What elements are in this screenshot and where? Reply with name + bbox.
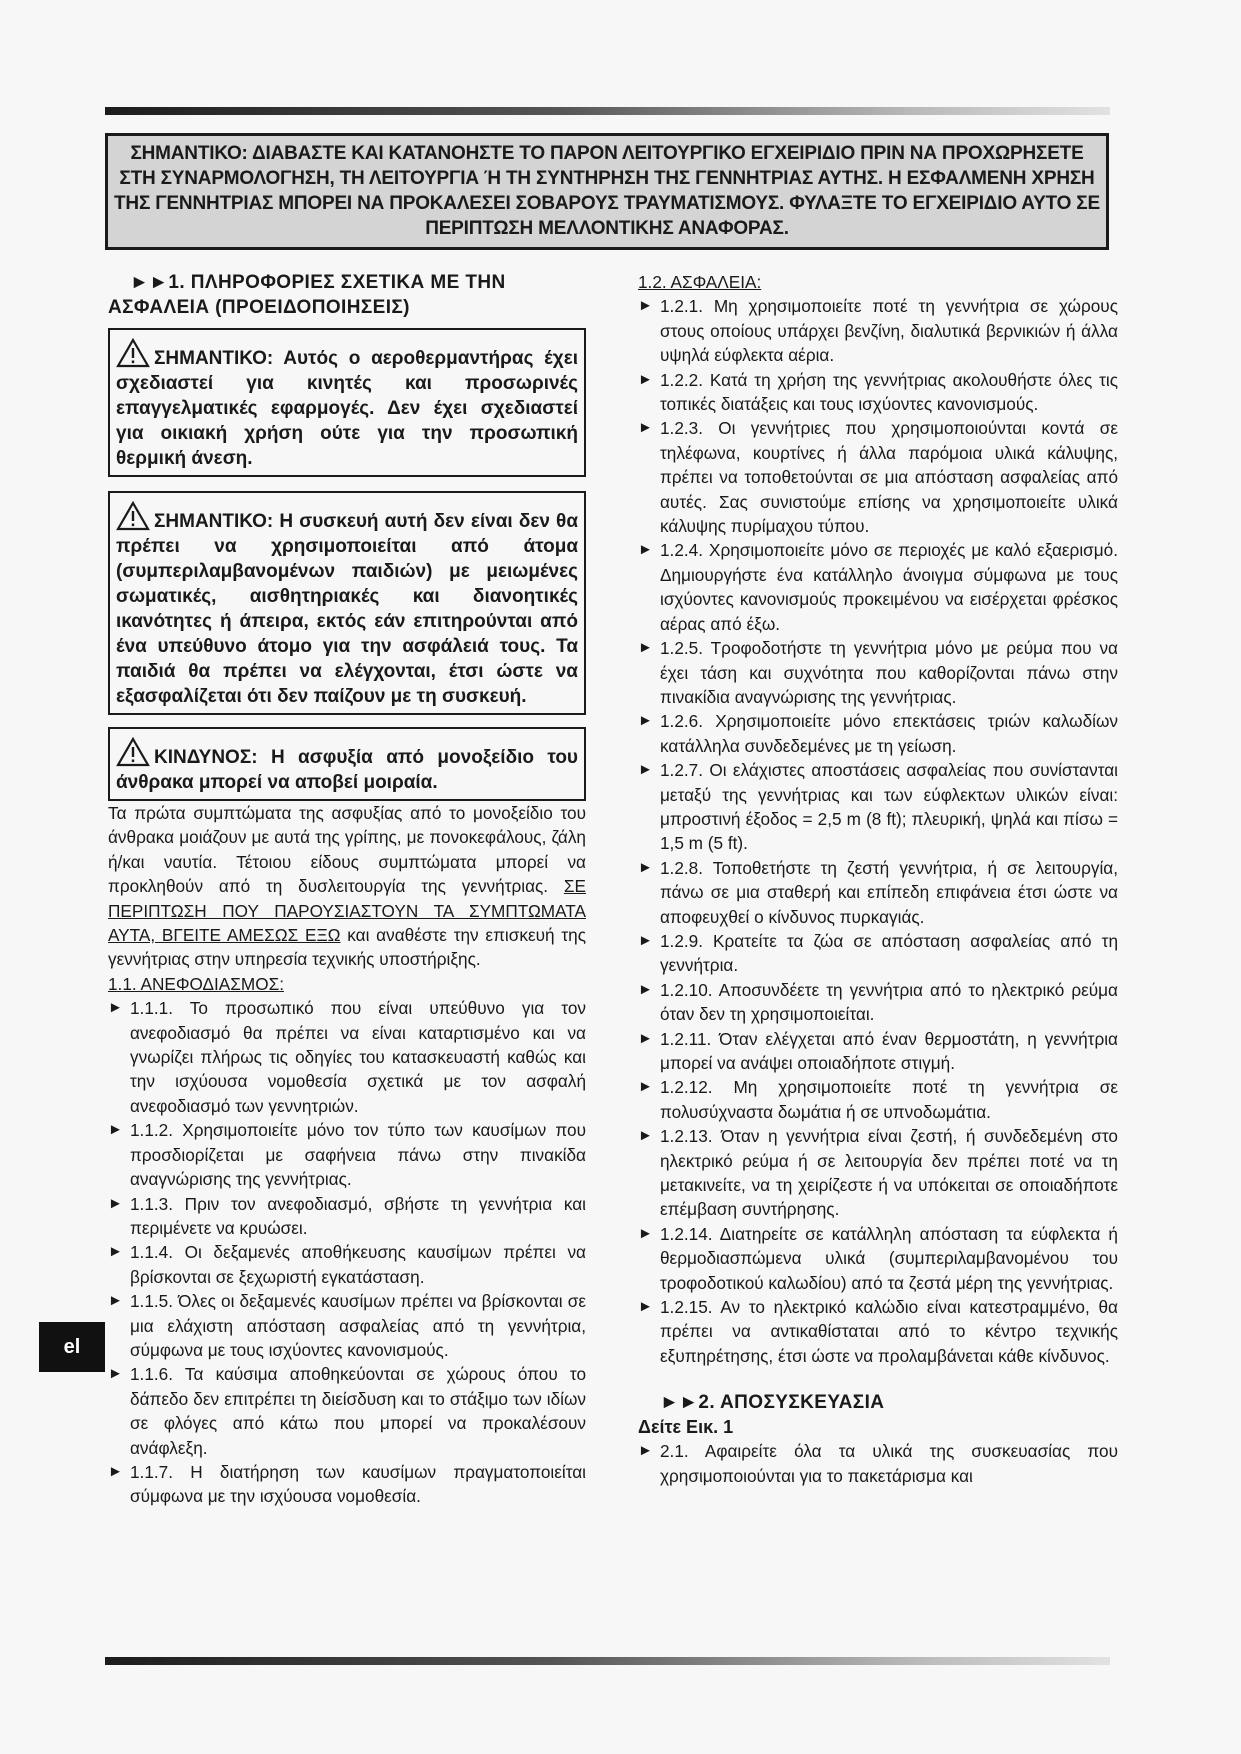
- bullet-arrow-icon: ►: [108, 1365, 123, 1383]
- refuel-item-text: 1.1.7. Η διατήρηση των καυσίμων πραγματοποιείται σύμφωνα με την ισχύουσα νομοθεσία.: [130, 1461, 586, 1507]
- safety-item-text: 1.2.10. Αποσυνδέετε τη γεννήτρια από το ηλεκτρικό ρεύμα όταν δεν τη χρησιμοποιείται.: [660, 979, 1118, 1025]
- safety-item: [638, 1295, 1118, 1368]
- safety-item: [638, 758, 1118, 856]
- left-column: [108, 270, 586, 1509]
- section1-title: 1. ΠΛΗΡΟΦΟΡΙΕΣ ΣΧΕΤΙΚΑ ΜΕ ΤΗΝ ΑΣΦΑΛΕΙΑ (ΠΡΟΕΙΔΟΠΟΙΗΣΕΙΣ): [108, 272, 506, 318]
- top-rule: [105, 107, 1110, 115]
- bullet-arrow-icon: ►: [638, 1078, 653, 1096]
- safety-item: [638, 856, 1118, 929]
- refuel-item-text: 1.1.5. Όλες οι δεξαμενές καυσίμων πρέπει να βρίσκονται σε μια ελάχιστη απόσταση ασφαλείας από τη γεννήτρια, σύμφωνα με τους ισχύοντες κανονισμούς.: [130, 1291, 586, 1360]
- bullet-arrow-icon: ►: [638, 858, 653, 876]
- bullet-arrow-icon: ►: [108, 1121, 123, 1139]
- warning-box-persons: [108, 491, 586, 715]
- refuel-item-text: 1.1.6. Τα καύσιμα αποθηκεύονται σε χώρους όπου το δάπεδο δεν επιτρέπει τη διείσδυση και το στάξιμο των ιδίων σε φλόγες από κάτω που μπορεί να προκαλέσουν ανάφλεξη.: [130, 1364, 586, 1458]
- section2-arrows: ►►: [660, 1392, 699, 1414]
- section1-heading: [108, 270, 586, 320]
- refuel-item: [108, 1192, 586, 1241]
- bullet-arrow-icon: ►: [638, 761, 653, 779]
- bullet-arrow-icon: ►: [638, 1442, 653, 1460]
- language-tab-label: el: [63, 1335, 81, 1358]
- danger-box-co: [108, 727, 586, 801]
- bullet-arrow-icon: ►: [638, 419, 653, 437]
- safety-item-text: 1.2.2. Κατά τη χρήση της γεννήτριας ακολουθήστε όλες τις τοπικές διατάξεις και τους ισχύοντες κανονισμούς.: [660, 369, 1118, 415]
- safety-item-text: 1.2.6. Χρησιμοποιείτε μόνο επεκτάσεις τριών καλωδίων κατάλληλα συνδεδεμένες με τη γείωση.: [660, 711, 1118, 756]
- warning-triangle-icon: [116, 737, 150, 767]
- bullet-arrow-icon: ►: [638, 297, 653, 315]
- safety-item: [638, 416, 1118, 538]
- warning-triangle-icon: [116, 501, 150, 531]
- bullet-arrow-icon: ►: [638, 931, 653, 949]
- section1-arrows: ►►: [130, 272, 169, 293]
- safety-item-text: 1.2.3. Οι γεννήτριες που χρησιμοποιούνται κοντά σε τηλέφωνα, κουρτίνες ή άλλα παρόμοια υλικά κάλυψης, πρέπει να τοποθετούνται σε μια απόσταση ασφαλείας από αυτές. Σας συνιστούμε επίσης να χρησιμοποιείτε υλικά κάλυψης πυρίμαχου τύπου.: [660, 418, 1118, 537]
- safety-item: [638, 294, 1118, 367]
- safety-item: [638, 1124, 1118, 1222]
- safety-item-text: 1.2.15. Αν το ηλεκτρικό καλώδιο είναι κατεστραμμένο, θα πρέπει να αντικαθίσταται από το κέντρο τεχνικής εξυπηρέτησης, έτσι ώστε να προλαμβάνεται κάθε κίνδυνος.: [660, 1297, 1118, 1366]
- bullet-arrow-icon: ►: [108, 1243, 123, 1261]
- bullet-arrow-icon: ►: [638, 712, 653, 730]
- bullet-arrow-icon: ►: [638, 639, 653, 657]
- refuel-item: [108, 1118, 586, 1191]
- refuel-item: [108, 996, 586, 1118]
- bullet-arrow-icon: ►: [108, 1194, 123, 1212]
- safety-item: [638, 1027, 1118, 1076]
- safety-item: [638, 978, 1118, 1027]
- refuel-title: 1.1. ΑΝΕΦΟΔΙΑΣΜΟΣ:: [108, 973, 284, 994]
- bullet-arrow-icon: ►: [108, 1462, 123, 1480]
- safety-item-text: 1.2.5. Τροφοδοτήστε τη γεννήτρια μόνο με ρεύμα που να έχει τάση και συχνότητα που καθορίζονται πάνω στην πινακίδια αναγνώρισης της γεννήτριας.: [660, 638, 1118, 707]
- bullet-arrow-icon: ►: [638, 1298, 653, 1316]
- refuel-item: [108, 1289, 586, 1362]
- bullet-arrow-icon: ►: [638, 370, 653, 388]
- safety-item-text: 1.2.11. Όταν ελέγχεται από έναν θερμοστάτη, η γεννήτρια μπορεί να ανάψει οποιαδήποτε στιγμή.: [660, 1028, 1118, 1073]
- refuel-item-text: 1.1.1. Το προσωπικό που είναι υπεύθυνο για τον ανεφοδιασμό θα πρέπει να είναι καταρτισμένο και να γνωρίζει πλήρως τις οδηγίες του κατασκευαστή καθώς και την ισχύουσα νομοθεσία σχετικά με τον ασφαλή ανεφοδιασμό των γεννητριών.: [130, 998, 586, 1116]
- refuel-item-text: 1.1.4. Οι δεξαμενές αποθήκευσης καυσίμων πρέπει να βρίσκονται σε ξεχωριστή εγκατάσταση.: [130, 1242, 586, 1287]
- important-notice-banner: [105, 133, 1109, 250]
- bullet-arrow-icon: ►: [638, 1029, 653, 1047]
- right-column: [638, 270, 1118, 1488]
- safety-item: [638, 368, 1118, 417]
- safety-item-text: 1.2.9. Κρατείτε τα ζώα σε απόσταση ασφαλείας από τη γεννήτρια.: [660, 930, 1118, 976]
- co-paragraph-underlined: ΣΕ ΠΕΡΙΠΤΩΣΗ ΠΟΥ ΠΑΡΟΥΣΙΑΣΤΟΥΝ ΤΑ ΣΥΜΠΤΩΜΑΤΑ ΑΥΤΑ, ΒΓΕΙΤΕ ΑΜΕΣΩΣ ΕΞΩ: [108, 876, 586, 946]
- co-paragraph-start: Τα πρώτα συμπτώματα της ασφυξίας από το μονοξείδιο του άνθρακα μοιάζουν με αυτά της γρίπης, με πονοκεφάλους, ζάλη ή/και ναυτία. Τέτοιου είδους συμπτώματα μπορεί να προκληθούν από τη δυσλειτουργία της γεννήτριας.: [108, 803, 586, 897]
- danger-co-text: ΚΙΝΔΥΝΟΣ: Η ασφυξία από μονοξείδιο του άνθρακα μπορεί να αποβεί μοιραία.: [116, 747, 578, 793]
- language-tab: [39, 1322, 105, 1372]
- section2-heading: [638, 1390, 1118, 1415]
- safety-item-text: 1.2.12. Μη χρησιμοποιείτε ποτέ τη γεννήτρια σε πολυσύχναστα δωμάτια ή σε υπνοδωμάτια.: [660, 1077, 1118, 1122]
- safety-item-text: 1.2.1. Μη χρησιμοποιείτε ποτέ τη γεννήτρια σε χώρους στους οποίους υπάρχει βενζίνη, διαλυτικά βερνικιών ή άλλα υψηλά εύφλεκτα αέρια.: [660, 296, 1118, 366]
- refuel-item: [108, 1362, 586, 1460]
- important-notice-text: ΣΗΜΑΝΤΙΚΟ: ΔΙΑΒΑΣΤΕ ΚΑΙ ΚΑΤΑΝΟΗΣΤΕ ΤΟ ΠΑΡΟΝ ΛΕΙΤΟΥΡΓΙΚΟ ΕΓΧΕΙΡΙΔΙΟ ΠΡΙΝ ΝΑ ΠΡΟΧΩΡΗΣΕΤΕ ΣΤΗ ΣΥΝΑΡΜΟΛΟΓΗΣΗ, ΤΗ ΛΕΙΤΟΥΡΓΙΑ Ή ΤΗ ΣΥΝΤΗΡΗΣΗ ΤΗΣ ΓΕΝΝΗΤΡΙΑΣ ΑΥΤΗΣ. Η ΕΣΦΑΛΜΕΝΗ ΧΡΗΣΗ ΤΗΣ ΓΕΝΝΗΤΡΙΑΣ ΜΠΟΡΕΙ ΝΑ ΠΡΟΚΑΛΕΣΕΙ ΣΟΒΑΡΟΥΣ ΤΡΑΥΜΑΤΙΣΜΟΥΣ. ΦΥΛΑΞΤΕ ΤΟ ΕΓΧΕΙΡΙΔΙΟ ΑΥΤΟ ΣΕ ΠΕΡΙΠΤΩΣΗ ΜΕΛΛΟΝΤΙΚΗΣ ΑΝΑΦΟΡΑΣ.: [114, 143, 1100, 239]
- refuel-item-text: 1.1.2. Χρησιμοποιείτε μόνο τον τύπο των καυσίμων που προσδιορίζεται με σαφήνεια πάνω στην πινακίδα αναγνώρισης της γεννήτριας.: [130, 1120, 586, 1190]
- warning-triangle-icon: [116, 338, 150, 368]
- safety-item: [638, 1222, 1118, 1295]
- section2-title: 2. ΑΠΟΣΥΣΚΕΥΑΣΙΑ: [698, 1392, 885, 1414]
- safety-item-text: 1.2.4. Χρησιμοποιείτε μόνο σε περιοχές με καλό εξαερισμό. Δημιουργήστε ένα κατάλληλο άνοιγμα σύμφωνα με τους ισχύοντες κανονισμούς προκειμένου να εισέρχεται φρέσκος αέρας από έξω.: [660, 540, 1118, 634]
- safety-item-text: 1.2.13. Όταν η γεννήτρια είναι ζεστή, ή συνδεδεμένη στο ηλεκτρικό ρεύμα ή σε λειτουργία δεν πρέπει ποτέ να τη μετακινείτε, να τη χειρίζεστε ή να υπόκειται σε οποιαδήποτε επέμβαση συντήρησης.: [660, 1126, 1118, 1220]
- warning-persons-text: ΣΗΜΑΝΤΙΚΟ: Η συσκευή αυτή δεν είναι δεν θα πρέπει να χρησιμοποιείται από άτομα (συμπεριλαμβανομένων παιδιών) με μειωμένες σωματικές, αισθητηριακές και διανοητικές ικανότητες ή άπειρα, εκτός εάν επιτηρούνται από ένα υπεύθυνο άτομο για την ασφάλειά τους. Τα παιδιά θα πρέπει να ελέγχονται, έτσι ώστε να εξασφαλίζεται ότι δεν παίζουν με τη συσκευή.: [116, 511, 578, 707]
- refuel-item: [108, 1460, 586, 1509]
- warning-box-heater: [108, 328, 586, 477]
- refuel-item: [108, 1240, 586, 1289]
- safety-item: [638, 538, 1118, 636]
- safety-item: [638, 1075, 1118, 1124]
- warning-heater-text: ΣΗΜΑΝΤΙΚΟ: Αυτός ο αεροθερμαντήρας έχει σχεδιαστεί για κινητές και προσωρινές επαγγελματικές εφαρμογές. Δεν έχει σχεδιαστεί για οικιακή χρήση ούτε για την προσωπική θερμική άνεση.: [116, 348, 578, 469]
- bullet-arrow-icon: ►: [108, 1292, 123, 1310]
- safety-item: [638, 709, 1118, 758]
- refuel-item-text: 1.1.3. Πριν τον ανεφοδιασμό, σβήστε τη γεννήτρια και περιμένετε να κρυώσει.: [130, 1193, 586, 1238]
- co-paragraph-end: και αναθέστε την επισκευή της γεννήτριας στην υπηρεσία τεχνικής υποστήριξης.: [108, 925, 586, 970]
- safety-item: [638, 636, 1118, 709]
- co-symptoms-paragraph: [108, 801, 586, 972]
- safety-item-text: 1.2.7. Οι ελάχιστες αποστάσεις ασφαλείας που συνίστανται μεταξύ της γεννήτριας και των εύφλεκτων υλικών είναι: μπροστινή έξοδος = 2,5 m (8 ft); πλευρική, ψηλά και πίσω = 1,5 m (5 ft).: [660, 760, 1118, 854]
- bottom-rule: [105, 1657, 1110, 1665]
- safety-item: [638, 929, 1118, 978]
- bullet-arrow-icon: ►: [638, 1127, 653, 1145]
- bullet-arrow-icon: ►: [638, 980, 653, 998]
- bullet-arrow-icon: ►: [638, 541, 653, 559]
- unpacking-item: [638, 1439, 1118, 1488]
- see-figure-label: Δείτε Εικ. 1: [638, 1417, 734, 1438]
- safety-item-text: 1.2.8. Τοποθετήστε τη ζεστή γεννήτρια, ή σε λειτουργία, πάνω σε μια σταθερή και επίπεδη επιφάνεια έτσι ώστε να αποφευχθεί ο κίνδυνος πυρκαγιάς.: [660, 857, 1118, 927]
- safety-title: 1.2. ΑΣΦΑΛΕΙΑ:: [638, 272, 762, 292]
- bullet-arrow-icon: ►: [108, 999, 123, 1017]
- unpacking-item-text: 2.1. Αφαιρείτε όλα τα υλικά της συσκευασίας που χρησιμοποιούνται για το πακετάρισμα και: [660, 1441, 1118, 1486]
- bullet-arrow-icon: ►: [638, 1224, 653, 1242]
- safety-item-text: 1.2.14. Διατηρείτε σε κατάλληλη απόσταση τα εύφλεκτα ή θερμοδιασπώμενα υλικά (συμπεριλαμβανομένου του τροφοδοτικού καλωδίου) από τα ζεστά μέρη της γεννήτριας.: [660, 1223, 1118, 1293]
